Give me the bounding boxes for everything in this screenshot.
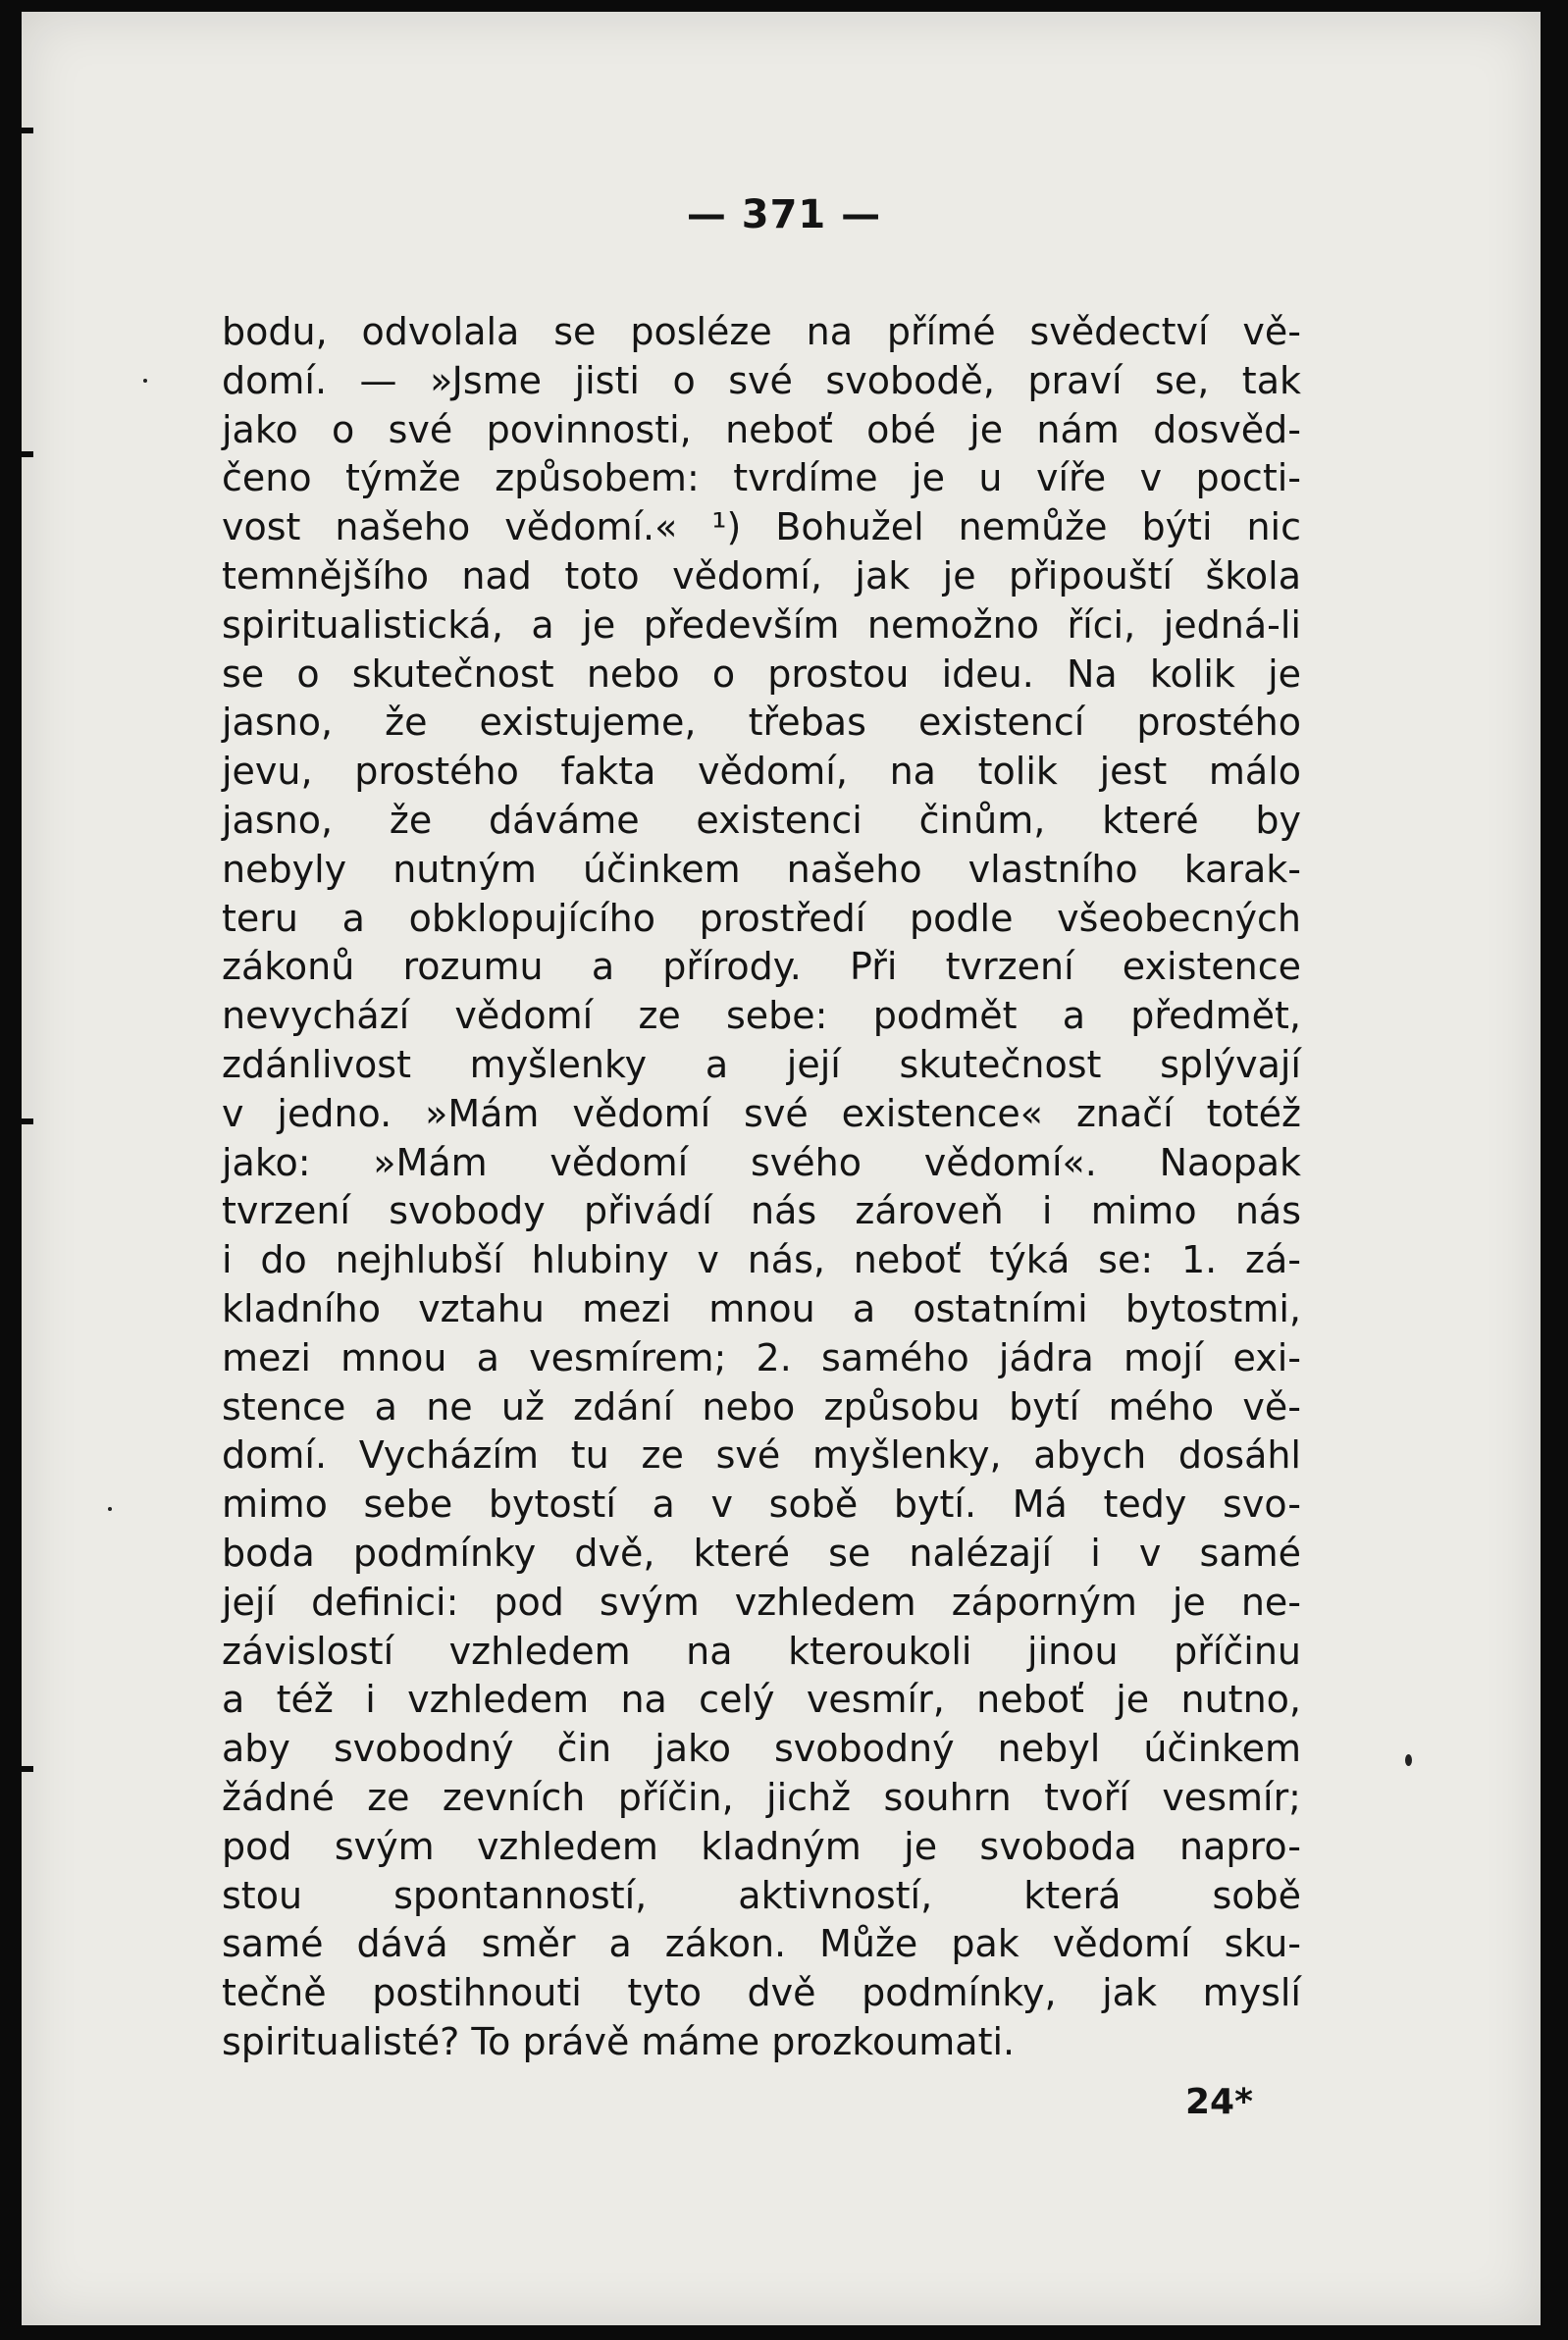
text-line: jako: »Mám vědomí svého vědomí«. Naopak [222,1140,1301,1184]
text-line: nevychází vědomí ze sebe: podmět a předmět, [222,994,1301,1038]
ink-speck [1405,1754,1412,1766]
text-line: spiritualisté? To právě máme prozkoumati. [222,2019,1016,2063]
binding-tick [0,1118,33,1124]
text-line: v jedno. »Mám vědomí své existence« značí totéž [222,1091,1301,1135]
signature-mark: 24* [1185,2082,1253,2122]
text-line: se o skutečnost nebo o prostou ideu. Na kolik je [222,651,1301,696]
text-line: čeno týmže způsobem: tvrdíme je u víře v pocti- [222,456,1301,500]
text-line: a též i vzhledem na celý vesmír, neboť je nutno, [222,1678,1301,1722]
text-line: jasno, že dáváme existenci činům, které by [222,798,1301,842]
text-line: zdánlivost myšlenky a její skutečnost splývají [222,1042,1301,1086]
text-line: stou spontanností, aktivností, která sobě [222,1873,1301,1917]
page-number: — 371 — [686,192,882,237]
binding-tick [0,1766,33,1772]
text-line: jevu, prostého fakta vědomí, na tolik jest málo [222,750,1301,794]
binding-tick [0,451,33,457]
text-line: závislostí vzhledem na kteroukoli jinou příčinu [222,1629,1301,1673]
binding-tick [0,128,33,133]
binding-edge [14,39,20,2325]
text-line: nebyly nutným účinkem našeho vlastního karak- [222,847,1301,891]
text-line: zákonů rozumu a přírody. Při tvrzení existence [222,945,1301,989]
text-line: tečně postihnouti tyto dvě podmínky, jak myslí [222,1971,1301,2015]
text-line: domí. — »Jsme jisti o své svobodě, praví se, tak [222,358,1301,402]
text-line: mimo sebe bytostí a v sobě bytí. Má tedy svo- [222,1482,1301,1527]
text-line: žádné ze zevních příčin, jichž souhrn tvoří vesmír; [222,1775,1301,1819]
text-line: domí. Vycházím tu ze své myšlenky, abych dosáhl [222,1433,1301,1478]
text-line: samé dává směr a zákon. Může pak vědomí sku- [222,1922,1301,1966]
text-line: spiritualistická, a je především nemožno říci, jedná-li [222,602,1301,647]
text-line: bodu, odvolala se posléze na přímé svědectví vě- [222,310,1301,353]
text-line: i do nejhlubší hlubiny v nás, neboť týká se: 1. zá- [222,1238,1301,1282]
text-line: aby svobodný čin jako svobodný nebyl účinkem [222,1727,1301,1771]
text-line: boda podmínky dvě, které se nalézají i v samé [222,1531,1301,1575]
text-line: mezi mnou a vesmírem; 2. samého jádra mojí exi- [222,1335,1301,1379]
text-line: její definici: pod svým vzhledem záporným je ne- [222,1580,1301,1624]
text-line: vost našeho vědomí.« ¹) Bohužel nemůže býti nic [222,505,1301,549]
text-line: pod svým vzhledem kladným je svoboda napro- [222,1824,1301,1868]
text-line: kladního vztahu mezi mnou a ostatními bytostmi, [222,1286,1301,1330]
text-line: tvrzení svobody přivádí nás zároveň i mimo nás [222,1189,1301,1233]
ink-speck [108,1507,112,1511]
text-line: jako o své povinnosti, neboť obé je nám dosvěd- [222,407,1301,451]
text-line: temnějšího nad toto vědomí, jak je připouští škola [222,553,1301,598]
text-line: stence a ne už zdání nebo způsobu bytí mého vě- [222,1384,1301,1429]
text-line: jasno, že existujeme, třebas existencí prostého [222,701,1301,745]
body-text [222,308,1301,2067]
text-line: teru a obklopujícího prostředí podle všeobecných [222,896,1301,940]
ink-speck [143,379,147,383]
